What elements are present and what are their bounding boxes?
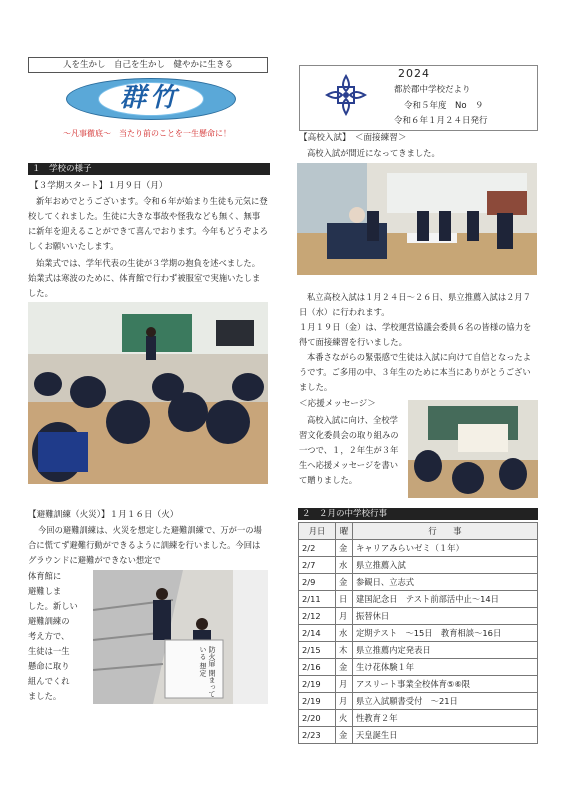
term-start-heading: 【３学期スタート】１月９日（月） — [30, 181, 168, 191]
schedule-date-cell: 2/7 — [299, 557, 336, 574]
schedule-weekday-cell: 木 — [336, 642, 353, 659]
schedule-date-cell: 2/11 — [299, 591, 336, 608]
table-row — [299, 693, 538, 710]
drill-line: 組んでくれ — [28, 676, 70, 686]
schedule-event-cell: 振替休日 — [353, 608, 538, 625]
section-1-heading: １ 学校の様子 — [28, 163, 270, 175]
term-start-paragraph-1: 新年おめでとうございます。令和６年が始まり生徒も元気に登校してくれました。生徒に大きな事故や怪我なども無く、無事に新年を迎えることができて喜んでおります。今年もどうぞよろしくお願いいたします。 — [28, 196, 268, 251]
support-message-paragraph: 高校入試に向け、全校学習文化委員会の取り組みの一つで、１，２年生が３年生へ応援メッセージを書いて贈りました。 — [299, 415, 399, 485]
drill-line: 避難しま — [28, 586, 62, 596]
newsletter-title: 群竹 — [119, 83, 180, 113]
schedule-weekday-cell: 金 — [336, 574, 353, 591]
table-row — [299, 608, 538, 625]
schedule-event-cell: 性教育２年 — [353, 710, 538, 727]
drill-line: 体育館に — [28, 571, 62, 581]
schedule-event-cell: 生け花体験１年 — [353, 659, 538, 676]
newsletter-issue: 令和５年度 No ９ — [404, 101, 484, 111]
schedule-weekday-cell: 火 — [336, 710, 353, 727]
schedule-date-cell: 2/20 — [299, 710, 336, 727]
schedule-date-cell: 2/9 — [299, 574, 336, 591]
schedule-weekday-cell: 日 — [336, 591, 353, 608]
schedule-date-cell: 2/23 — [299, 727, 336, 744]
exam-intro: 高校入試が間近になってきました。 — [307, 148, 440, 158]
newsletter-date: 令和６年１月２４日発行 — [394, 116, 488, 126]
schedule-event-cell: 県立入試願書受付 ～21日 — [353, 693, 538, 710]
schedule-date-cell: 2/15 — [299, 642, 336, 659]
exam-schedule-paragraph: 私立高校入試は１月２４日～２６日、県立推薦入試は２月７日（水）に行われます。 — [299, 292, 532, 317]
slogan: ～凡事徹底～ 当たり前のことを一生懸命に！ — [63, 129, 231, 138]
column-header-date: 月日 — [299, 523, 336, 540]
schedule-event-cell: アスリート事業全校体育⑤⑥限 — [353, 676, 538, 693]
evacuation-drill-continued — [28, 569, 90, 704]
schedule-date-cell: 2/2 — [299, 540, 336, 557]
schedule-header-row — [299, 523, 538, 540]
schedule-table — [298, 522, 538, 744]
schedule-weekday-cell: 月 — [336, 676, 353, 693]
evacuation-drill-paragraph: 今回の避難訓練は、火災を想定した避難訓練で、万が一の場合に慌てず避難行動ができるように訓練を行いました。今回はグラウンドに避難ができない想定で — [28, 525, 262, 565]
table-row — [299, 710, 538, 727]
drill-line: 避難訓練の — [28, 616, 70, 626]
schedule-date-cell: 2/19 — [299, 693, 336, 710]
schedule-event-cell: 定期テスト ～15日 教育相談～16日 — [353, 625, 538, 642]
support-message-heading: ＜応援メッセージ＞ — [299, 399, 376, 409]
school-emblem-icon — [324, 73, 368, 117]
schedule-weekday-cell: 水 — [336, 625, 353, 642]
exam-thanks-paragraph: 本番さながらの緊張感で生徒は入試に向けて自信となったようです。ご多用の中、３年生のために本当にありがとうございました。 — [299, 352, 532, 392]
schedule-event-cell: 参観日、立志式 — [353, 574, 538, 591]
newsletter-name: 都於郡中学校だより — [394, 85, 471, 95]
schedule-date-cell: 2/16 — [299, 659, 336, 676]
section-2-heading: ２ ２月の中学校行事 — [298, 508, 538, 520]
schedule-event-cell: 県立推薦入試 — [353, 557, 538, 574]
drill-line: 懸命に取り — [28, 661, 70, 671]
schedule-weekday-cell: 水 — [336, 557, 353, 574]
support-message-photo — [408, 400, 538, 498]
exam-heading: 【高校入試】 ＜面接練習＞ — [299, 133, 407, 143]
drill-line: 生徒は一生 — [28, 646, 70, 656]
term-start-paragraph-2: 始業式では、学年代表の生徒が３学期の抱負を述べました。始業式は寒波のために、体育館で行わず被服室で実施いたしました。 — [28, 258, 261, 298]
schedule-event-cell: 天皇誕生日 — [353, 727, 538, 744]
table-row — [299, 625, 538, 642]
schedule-weekday-cell: 月 — [336, 608, 353, 625]
table-row — [299, 659, 538, 676]
column-header-event: 行 事 — [353, 523, 538, 540]
table-row — [299, 727, 538, 744]
drill-line: ました。 — [28, 691, 62, 701]
schedule-date-cell: 2/14 — [299, 625, 336, 642]
table-row — [299, 676, 538, 693]
schedule-weekday-cell: 金 — [336, 727, 353, 744]
newsletter-year: 2024 — [398, 67, 430, 80]
school-motto: 人を生かし 自己を生かし 健やかに生きる — [28, 57, 268, 73]
exam-practice-paragraph: １月１９日（金）は、学校運営協議会委員６名の皆様の協力を得て面接練習を行いました。 — [299, 322, 532, 347]
interview-practice-photo — [297, 163, 537, 275]
evacuation-drill-heading: 【避難訓練（火災）】１月１６日（火） — [28, 510, 179, 520]
schedule-date-cell: 2/12 — [299, 608, 336, 625]
table-row — [299, 557, 538, 574]
schedule-event-cell: キャリアみらいゼミ（１年） — [353, 540, 538, 557]
schedule-event-cell: 建国記念日 テスト前部活中止～14日 — [353, 591, 538, 608]
schedule-weekday-cell: 月 — [336, 693, 353, 710]
fire-door-sign: 防火扉 閉まっている 想定 — [199, 646, 216, 698]
schedule-date-cell: 2/19 — [299, 676, 336, 693]
column-header-weekday: 曜 — [336, 523, 353, 540]
ceremony-photo — [28, 302, 268, 484]
table-row — [299, 540, 538, 557]
schedule-weekday-cell: 金 — [336, 540, 353, 557]
drill-line: 考え方で、 — [28, 631, 70, 641]
drill-line: した。新しい — [28, 601, 78, 611]
table-row — [299, 642, 538, 659]
schedule-weekday-cell: 金 — [336, 659, 353, 676]
schedule-event-cell: 県立推薦内定発表日 — [353, 642, 538, 659]
table-row — [299, 591, 538, 608]
table-row — [299, 574, 538, 591]
